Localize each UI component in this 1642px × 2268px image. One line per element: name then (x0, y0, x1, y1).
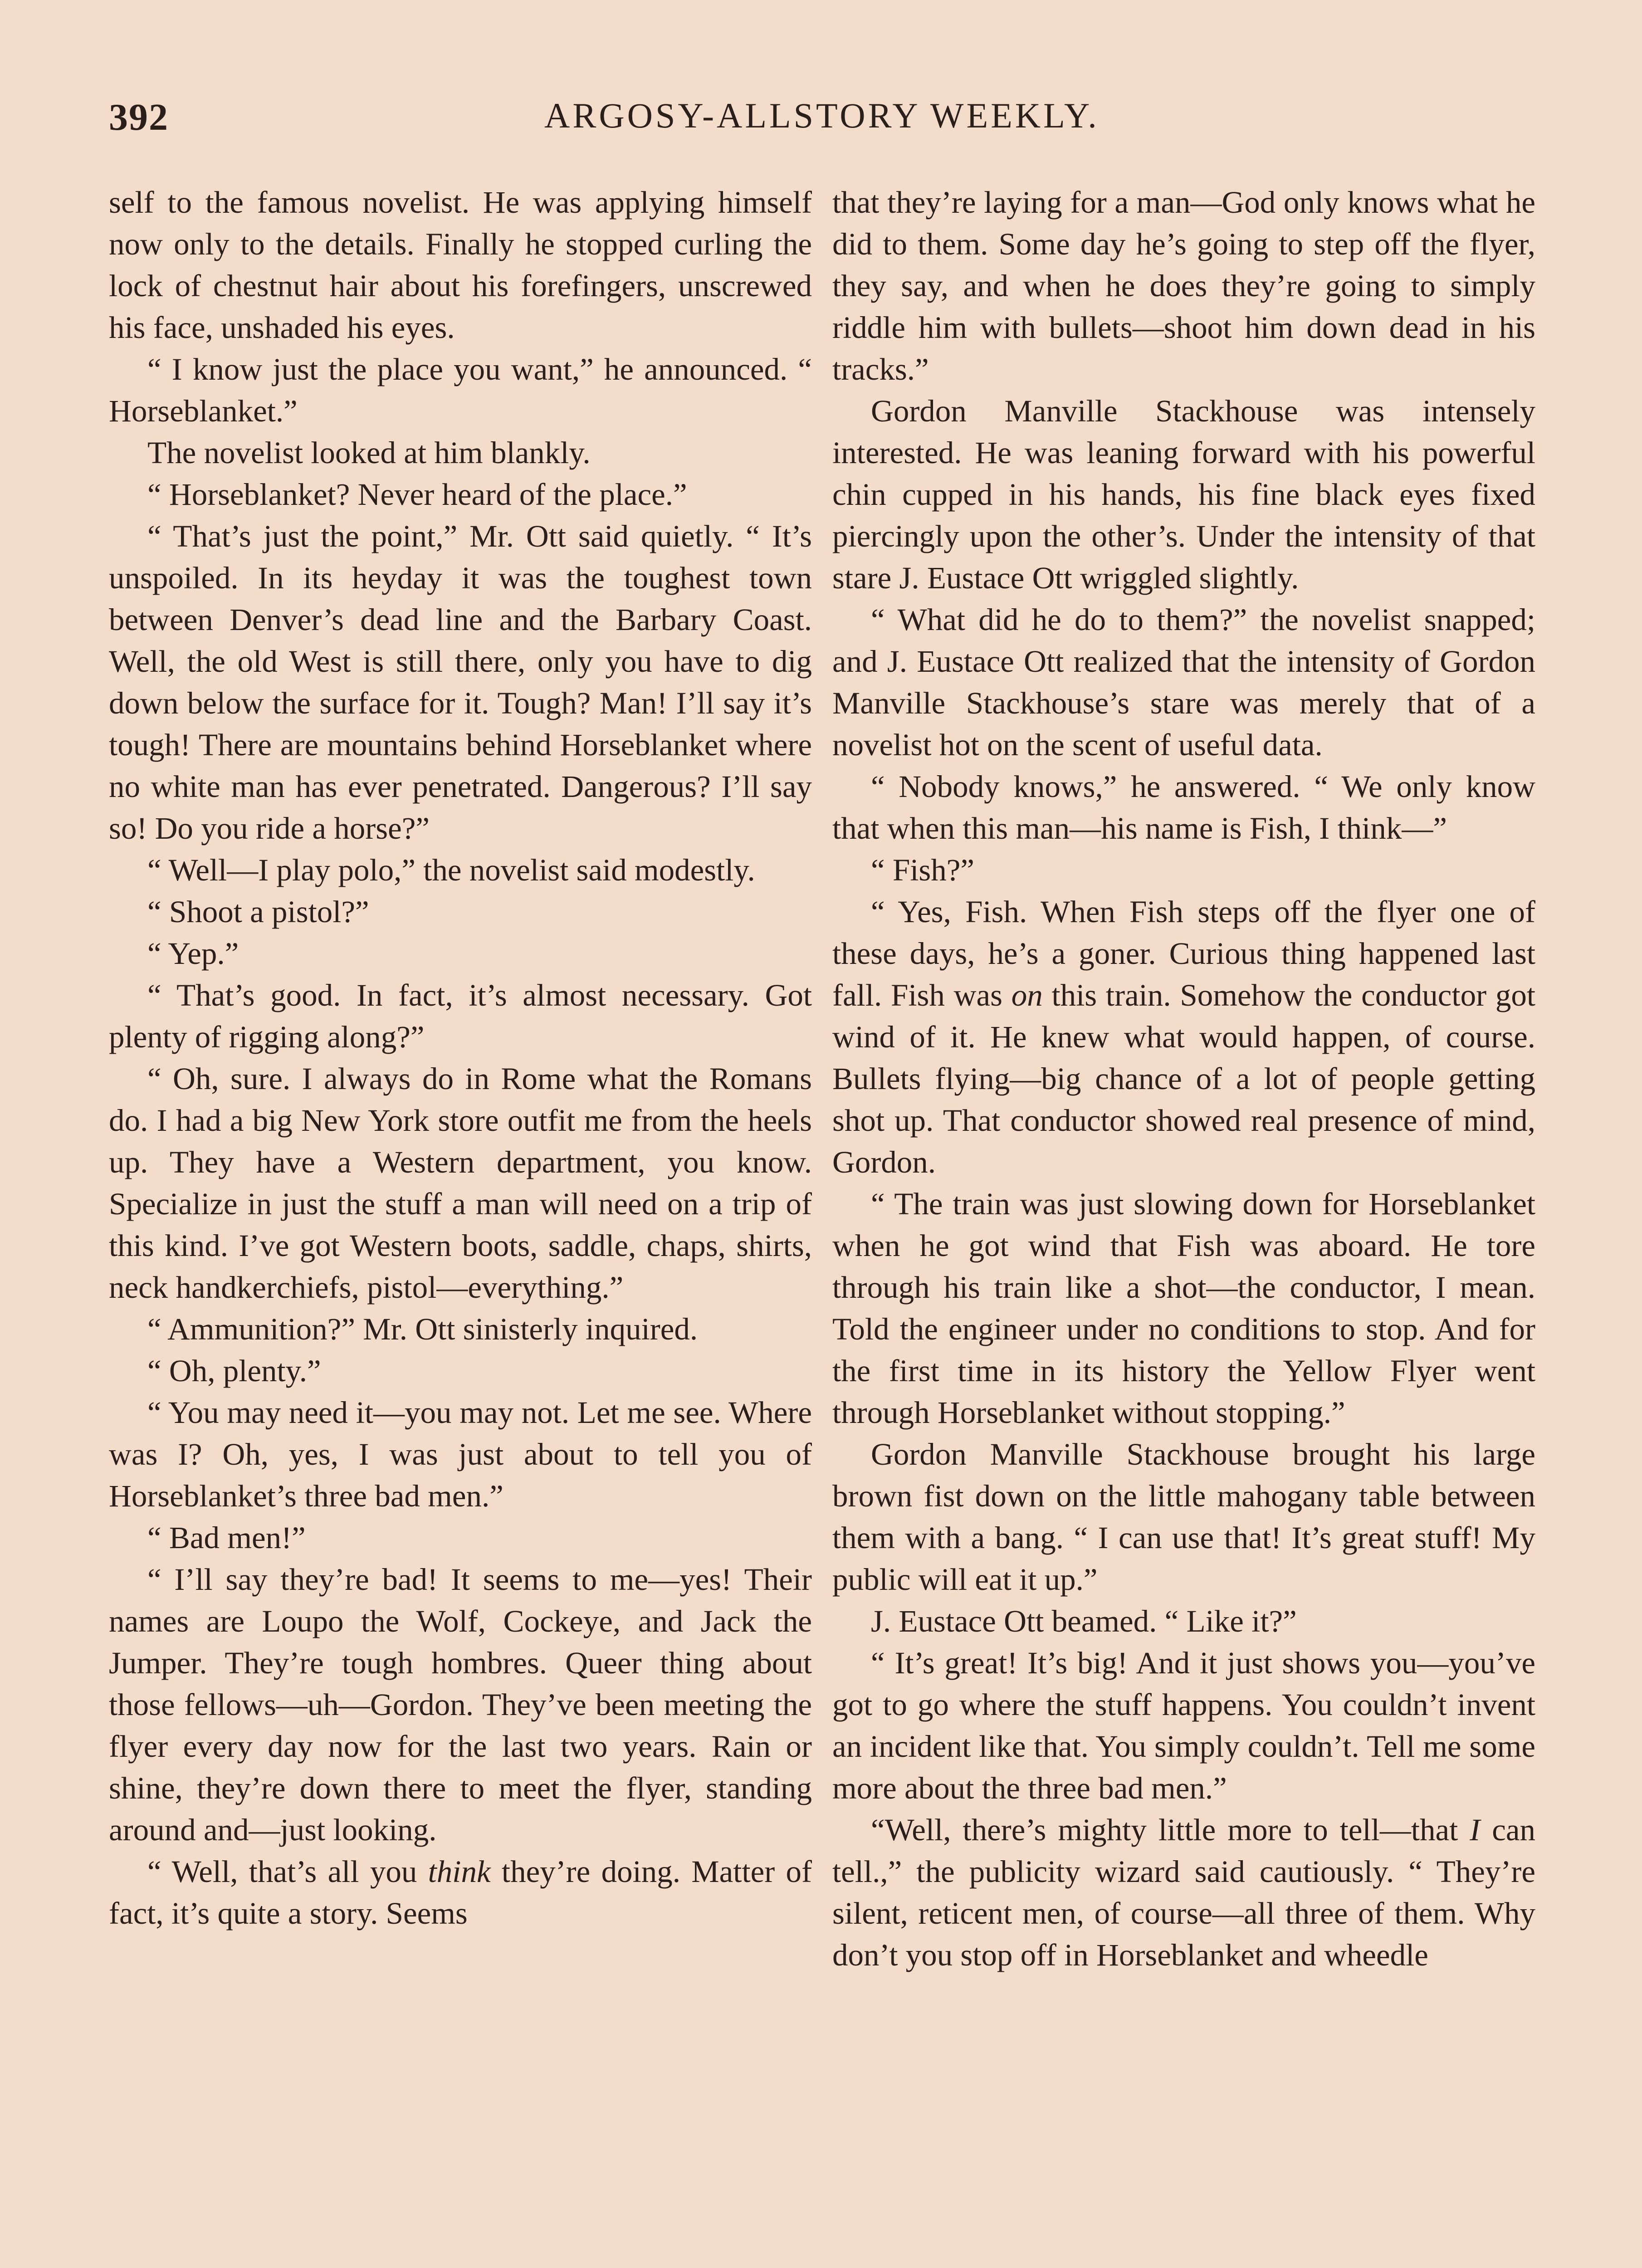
page-number: 392 (109, 96, 169, 138)
paragraph: “ Oh, sure. I always do in Rome what the Romans do. I had a big New York store outfit me from the heels up. They have a Western department, you know. Specialize in just the stuff a man will need on a trip of this kind. I’ve got Western boots, saddle, chaps, shirts, neck handkerchiefs, pistol—everything.” (109, 1061, 812, 1305)
text-run: can tell.,” the publicity wizard said cautiously. “ They’re silent, reticent men, of course—all three of them. Why don’t you stop off in Horseblanket and wheedle (832, 1813, 1535, 1972)
paragraph: Gordon Manville Stackhouse was intensely interested. He was leaning forward with his powerful chin cupped in his hands, his fine black eyes fixed piercingly upon the other’s. Under the intensity of that stare J. Eustace Ott wriggled slightly. (832, 394, 1535, 595)
paragraph: “ I’ll say they’re bad! It seems to me—yes! Their names are Loupo the Wolf, Cockeye, and Jack the Jumper. They’re tough hombres. Queer thing about those fellows—uh—Gordon. They’ve been meeting the flyer every day now for the last two years. Rain or shine, they’re down there to meet the flyer, standing around and—just looking. (109, 1562, 812, 1847)
paragraph: “ What did he do to them?” the novelist snapped; and J. Eustace Ott realized that the intensity of Gordon Manville Stackhouse’s stare was merely that of a novelist hot on the scent of useful data. (832, 602, 1535, 762)
paragraph: “ That’s just the point,” Mr. Ott said quietly. “ It’s unspoiled. In its heyday it was the toughest town between Denver’s dead line and the Barbary Coast. Well, the old West is still there, only you have to dig down below the surface for it. Tough? Man! I’ll say it’s tough! There are mountains behind Horseblanket where no white man has ever penetrated. Dangerous? I’ll say so! Do you ride a horse?” (109, 519, 812, 846)
paragraph: The novelist looked at him blankly. (147, 435, 591, 470)
page-header (109, 91, 1270, 154)
text-run: “ Well, that’s all you (147, 1854, 428, 1889)
paragraph: “ Shoot a pistol?” (147, 894, 369, 929)
paragraph: “ It’s great! It’s big! And it just shows you—you’ve got to go where the stuff happens. You couldn’t invent an incident like that. You simply couldn’t. Tell me some more about the three bad men.” (832, 1646, 1535, 1805)
emphasis: think (428, 1854, 491, 1889)
paragraph: “ Fish?” (871, 853, 975, 887)
right-column (832, 181, 1535, 1976)
paragraph: self to the famous novelist. He was applying himself now only to the details. Finally he stopped curling the lock of chestnut hair about his forefingers, unscrewed his face, unshaded his eyes. (109, 185, 812, 345)
paragraph: “ Yep.” (147, 936, 239, 971)
paragraph: “ Bad men!” (147, 1520, 306, 1555)
left-column (109, 181, 812, 1934)
paragraph: “ That’s good. In fact, it’s almost necessary. Got plenty of rigging along?” (109, 978, 812, 1054)
paragraph: “ I know just the place you want,” he announced. “ Horseblanket.” (109, 352, 812, 428)
emphasis: I (1470, 1813, 1481, 1847)
text-run: “ Yes, Fish. When Fish steps off the flyer one of these days, he’s a goner. Curious thing happened last fall. Fish was (832, 894, 1535, 1012)
paragraph: Gordon Manville Stackhouse brought his large brown fist down on the little mahogany table between them with a bang. “ I can use that! It’s great stuff! My public will eat it up.” (832, 1437, 1535, 1597)
paragraph (832, 1809, 1535, 1976)
paragraph: “ Horseblanket? Never heard of the place.” (147, 477, 687, 512)
paragraph: “ Oh, plenty.” (147, 1354, 321, 1388)
paragraph (832, 891, 1535, 1183)
paragraph (109, 1851, 812, 1934)
paragraph: “ Nobody knows,” he answered. “ We only know that when this man—his name is Fish, I think—” (832, 769, 1535, 846)
paragraph: that they’re laying for a man—God only knows what he did to them. Some day he’s going to step off the flyer, they say, and when he does they’re going to simply riddle him with bullets—shoot him down dead in his tracks.” (832, 185, 1535, 386)
text-run: “Well, there’s mighty little more to tell—that (871, 1813, 1470, 1847)
paragraph: “ Well—I play polo,” the novelist said modestly. (147, 853, 755, 887)
text-run: they’re doing. Matter of fact, it’s quite a story. Seems (109, 1854, 812, 1931)
emphasis: on (1011, 978, 1043, 1012)
running-head: ARGOSY-ALLSTORY WEEKLY. (544, 96, 1100, 135)
paragraph: “ You may need it—you may not. Let me see. Where was I? Oh, yes, I was just about to tell you of Horseblanket’s three bad men.” (109, 1395, 812, 1513)
text-run: this train. Somehow the conductor got wind of it. He knew what would happen, of course. Bullets flying—big chance of a lot of people getting shot up. That conductor showed real presence of mind, Gordon. (832, 978, 1535, 1179)
paragraph: “ The train was just slowing down for Horseblanket when he got wind that Fish was aboard. He tore through his train like a shot—the conductor, I mean. Told the engineer under no conditions to stop. And for the first time in its history the Yellow Flyer went through Horseblanket without stopping.” (832, 1187, 1535, 1430)
paragraph: “ Ammunition?” Mr. Ott sinisterly inquired. (147, 1312, 698, 1346)
paragraph: J. Eustace Ott beamed. “ Like it?” (871, 1604, 1297, 1638)
